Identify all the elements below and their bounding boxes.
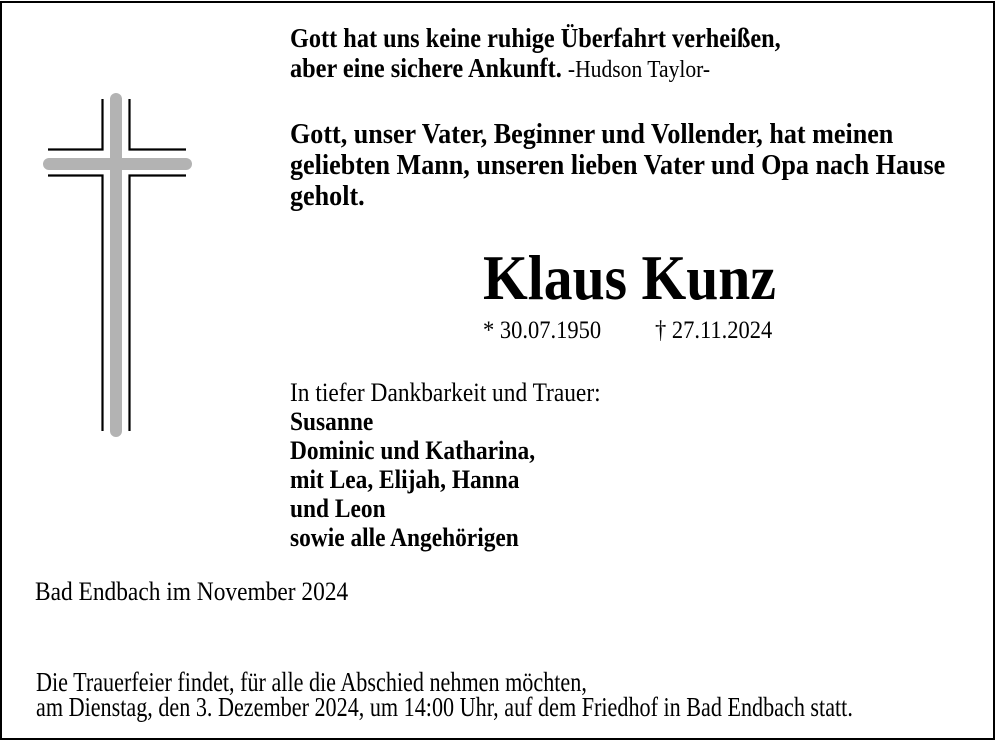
mourners-lead-in: In tiefer Dankbarkeit und Trauer: bbox=[290, 378, 601, 407]
announcement-line-2: geliebten Mann, unseren lieben Vater und Opa nach Hause bbox=[290, 149, 946, 181]
mourners-names bbox=[290, 407, 635, 552]
place-date-line: Bad Endbach im November 2024 bbox=[35, 577, 349, 606]
birth-date: * 30.07.1950 bbox=[483, 317, 602, 344]
cross-outline-top-right bbox=[130, 99, 187, 150]
quote-line-1: Gott hat uns keine ruhige Überfahrt verheißen, bbox=[290, 23, 781, 53]
deceased-name: Klaus Kunz bbox=[483, 242, 776, 313]
mourner-line: und Leon bbox=[290, 494, 386, 523]
announcement-paragraph bbox=[290, 119, 1000, 212]
quote-line-2 bbox=[290, 53, 781, 85]
mourners-block bbox=[290, 378, 635, 552]
cross-outline-bottom-left bbox=[48, 176, 103, 432]
quote-line-2-text: aber eine sichere Ankunft. bbox=[290, 53, 562, 83]
mourner-line: sowie alle Angehörigen bbox=[290, 523, 519, 552]
quote-block bbox=[290, 23, 835, 85]
mourner-line: mit Lea, Elijah, Hanna bbox=[290, 465, 520, 494]
cross-outline-top-left bbox=[48, 99, 103, 150]
mourner-line: Dominic und Katharina, bbox=[290, 436, 536, 465]
funeral-line-2: am Dienstag, den 3. Dezember 2024, um 14:00 Uhr, auf dem Friedhof in Bad Endbach statt. bbox=[36, 692, 853, 722]
announcement-line-1: Gott, unser Vater, Beginner und Vollender, hat meinen bbox=[290, 118, 894, 150]
memorial-cross-icon bbox=[0, 0, 230, 460]
cross-outline-bottom-right bbox=[130, 176, 187, 432]
funeral-info-block bbox=[36, 667, 1000, 722]
mourner-line: Susanne bbox=[290, 407, 374, 436]
quote-attribution: -Hudson Taylor- bbox=[567, 57, 711, 83]
funeral-line-1: Die Trauerfeier findet, für alle die Abschied nehmen möchten, bbox=[36, 667, 587, 697]
announcement-line-3: geholt. bbox=[290, 180, 365, 212]
death-date: † 27.11.2024 bbox=[655, 317, 773, 344]
